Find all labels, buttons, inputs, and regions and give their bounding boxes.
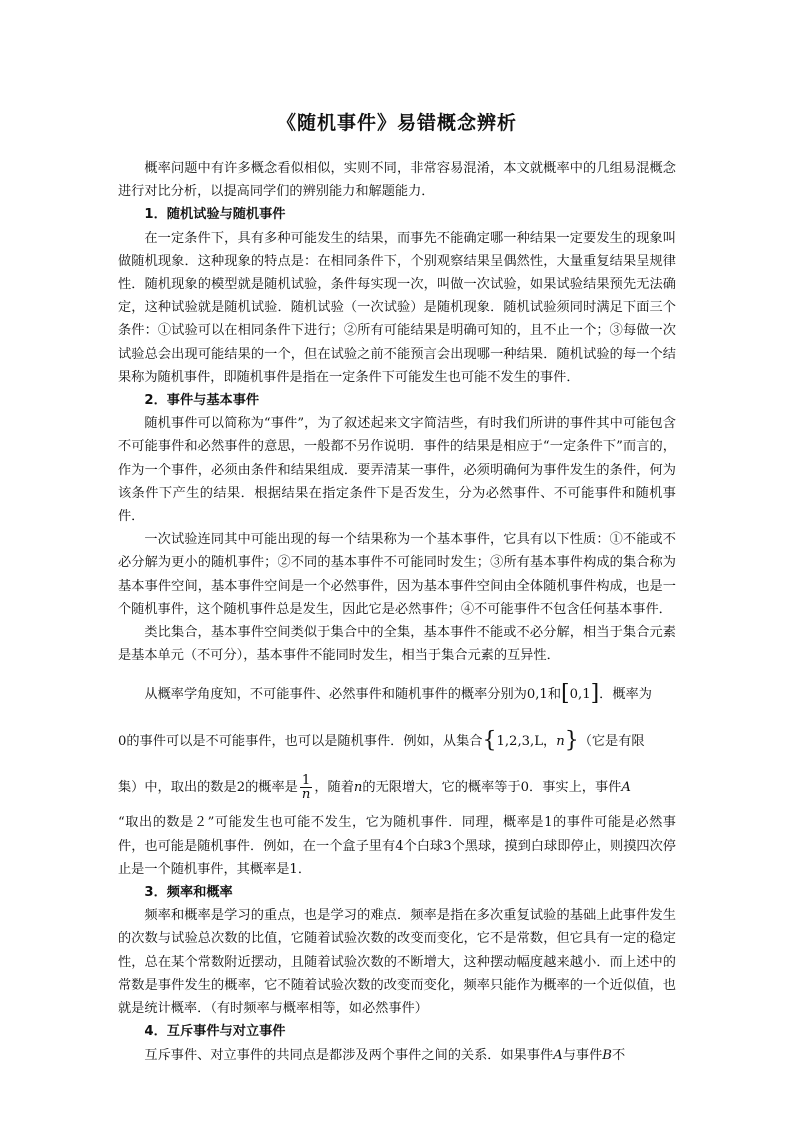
intro-paragraph: 概率问题中有许多概念看似相似，实则不同，非常容易混淆，本文就概率中的几组易混概念进行对比分析，以提高同学们的辨别能力和解题能力． xyxy=(118,161,676,200)
page-title: 《随机事件》易错概念辨析 xyxy=(276,112,517,134)
section-1-heading: 1．随机试验与随机事件 xyxy=(144,207,286,223)
section-2-paragraph-2: 一次试验连同其中可能出现的每一个结果称为一个基本事件，它具有以下性质：①不能或不必分解为更小的随机事件；②不同的基本事件不可能同时发生；③所有基本事件构成的集合称为基本事件空间，基本事件空间是一个必然事件，因为基本事件空间由全体随机事件构成，也是一个随机事件，这个随机事件总是发生，因此它是必然事件；④不可能事件不包含任何基本事件． xyxy=(118,532,676,617)
math-line-3: 集）中，取出的数是2的概率是 $\frac{1}{n}$ ，随着n的无限增大，它的概率等于0．事实上，事件A xyxy=(118,773,631,803)
probability-math-block xyxy=(118,671,676,811)
math-line-1: 从概率学角度知，不可能事件、必然事件和随机事件的概率分别为0,1和[0,1]．概率为 xyxy=(144,681,652,707)
section-2-heading: 2．事件与基本事件 xyxy=(144,393,260,409)
math-line-2: 0的事件可以是不可能事件，也可以是随机事件．例如，从集合{1,2,3,L，n}（它是有限 xyxy=(118,728,645,754)
document-body xyxy=(118,157,676,1067)
section-3-paragraph: 频率和概率是学习的重点，也是学习的难点．频率是指在多次重复试验的基础上此事件发生的次数与试验总次数的比值，它随着试验次数的改变而变化，它不是常数，但它具有一定的稳定性，总在某个常数附近摆动，且随着试验次数的不断增大，这种摆动幅度越来越小．而上述中的常数是事件发生的概率，它不随着试验次数的改变而变化，频率只能作为概率的一个近似值，也就是统计概率．（有时频率与概率相等，如必然事件） xyxy=(118,908,676,1017)
section-4-paragraph: 互斥事件、对立事件的共同点是都涉及两个事件之间的关系．如果事件A与事件B不 xyxy=(144,1047,626,1063)
section-3-heading: 3．频率和概率 xyxy=(144,885,233,901)
section-2-paragraph-4: “取出的数是２”可能发生也可能不发生，它为随机事件．同理，概率是1的事件可能是必然事件，也可能是随机事件．例如，在一个盒子里有4个白球3个黑球，摸到白球即停止，则摸四次停止是一个随机事件，其概率是1． xyxy=(118,815,676,877)
section-4-heading: 4．互斥事件与对立事件 xyxy=(144,1024,286,1040)
fraction-1-over-n: $\frac{1}{n}$ xyxy=(301,773,311,803)
section-2-paragraph-3: 类比集合，基本事件空间类似于集合中的全集，基本事件不能或不必分解，相当于集合元素是基本单元（不可分），基本事件不能同时发生，相当于集合元素的互异性． xyxy=(118,625,676,664)
section-2-paragraph-1: 随机事件可以简称为“事件”，为了叙述起来文字简洁些，有时我们所讲的事件其中可能包含不可能事件和必然事件的意思，一般都不另作说明．事件的结果是相应于“一定条件下”而言的，作为一个事件，必须由条件和结果组成．要弄清某一事件，必须明确何为事件发生的条件，何为该条件下产生的结果．根据结果在指定条件下是否发生，分为必然事件、不可能事件和随机事件． xyxy=(118,416,676,525)
section-1-paragraph: 在一定条件下，具有多种可能发生的结果，而事先不能确定哪一种结果一定要发生的现象叫做随机现象．这种现象的特点是：在相同条件下，个别观察结果呈偶然性，大量重复结果呈规律性．随机现象的模型就是随机试验，条件每实现一次，叫做一次试验，如果试验结果预先无法确定，这种试验就是随机试验．随机试验（一次试验）是随机现象．随机试验须同时满足下面三个条件：①试验可以在相同条件下进行；②所有可能结果是明确可知的，且不止一个；③每做一次试验总会出现可能结果的一个，但在试验之前不能预言会出现哪一种结果．随机试验的每一个结果称为随机事件，即随机事件是指在一定条件下可能发生也可能不发生的事件． xyxy=(118,230,676,385)
